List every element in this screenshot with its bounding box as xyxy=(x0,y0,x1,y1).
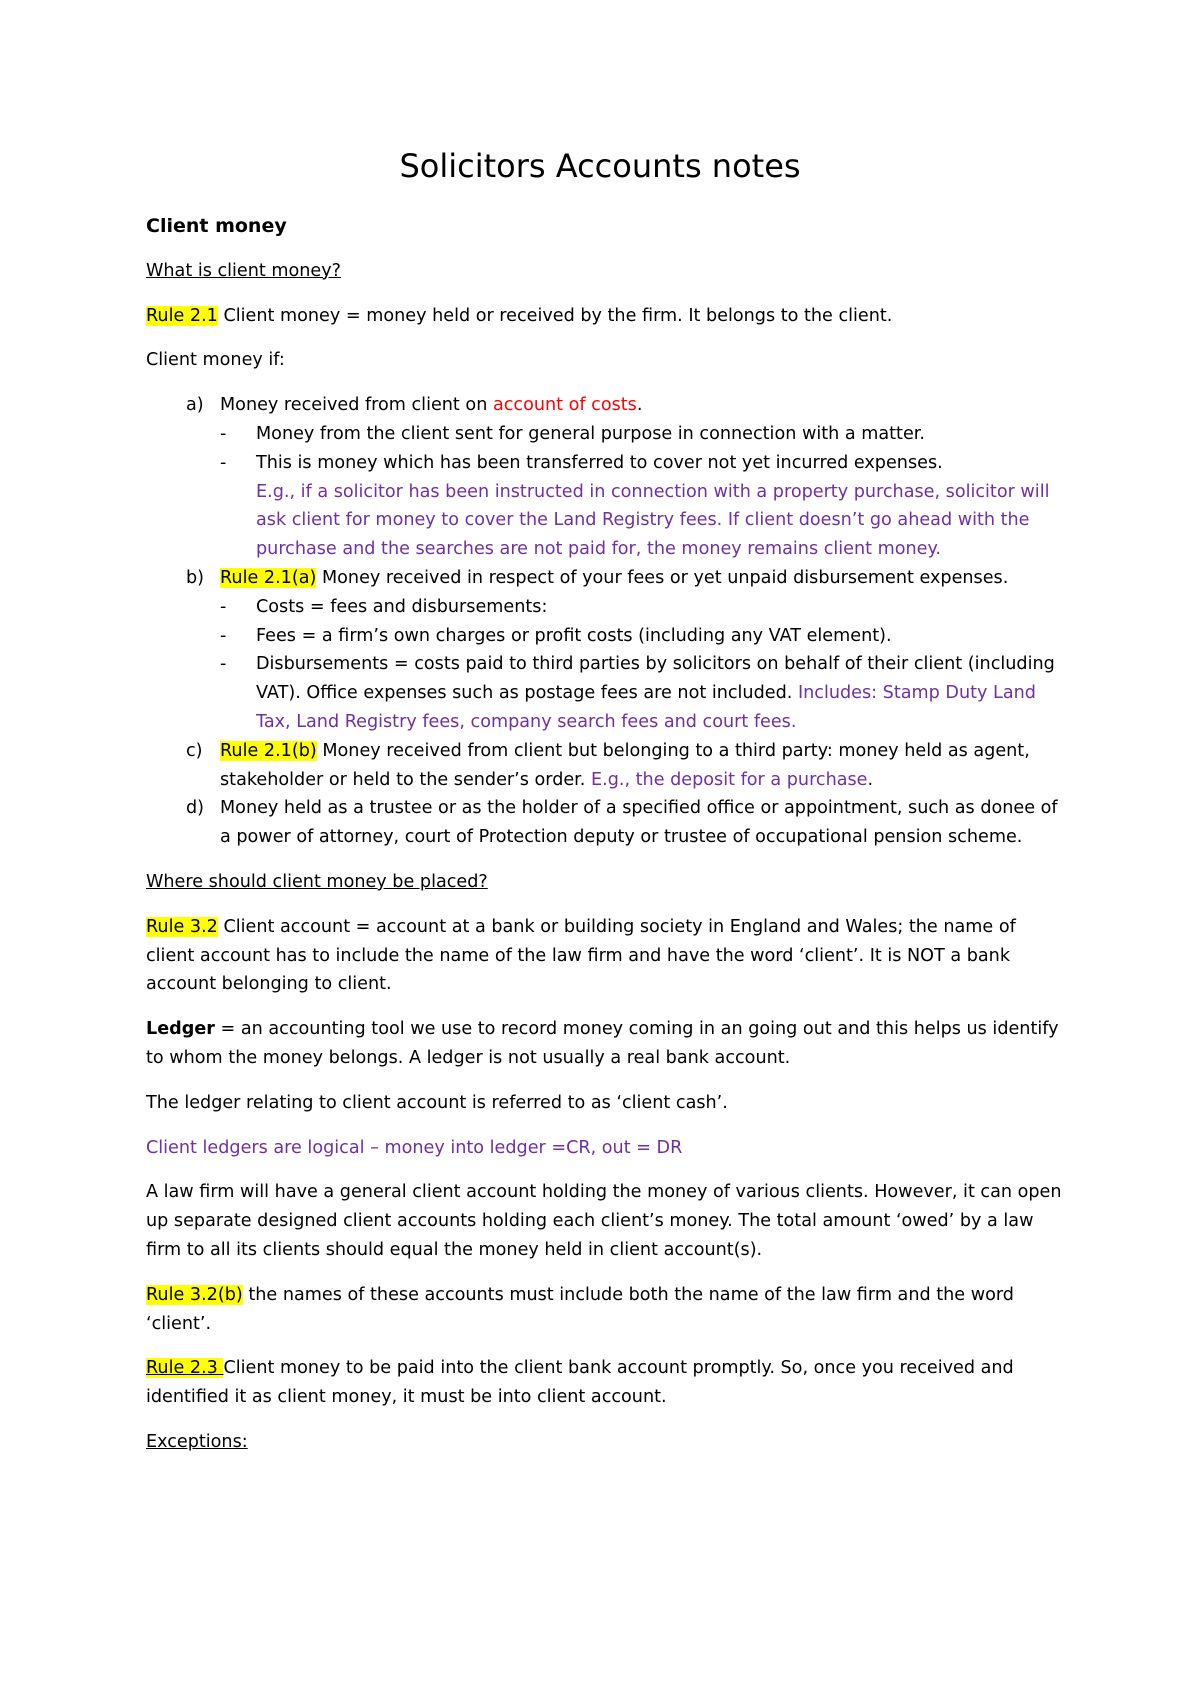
dash-marker: - xyxy=(220,423,227,444)
rule-2-1-paragraph xyxy=(146,302,1066,331)
paragraph-text: Client account = account at a bank or building society in England and Wales; the name of client account has to include the name of the law firm and have the word ‘client’. It is NOT a bank account belonging to client. xyxy=(146,916,1016,995)
exceptions-heading: Exceptions: xyxy=(146,1431,248,1452)
list-text: Money received in respect of your fees or yet unpaid disbursement expenses. xyxy=(316,567,1009,588)
paragraph-text: Client money to be paid into the client bank account promptly. So, once you received and identified it as client money, it must be into client account. xyxy=(146,1358,1014,1408)
rule-label: Rule 3.2(b) xyxy=(146,1284,243,1305)
dash-marker: - xyxy=(220,452,227,473)
example-text: E.g., the deposit for a purchase xyxy=(591,769,868,790)
rule-label: Rule 2.1(b) xyxy=(220,740,317,761)
client-ledgers-note: Client ledgers are logical – money into ledger =CR, out = DR xyxy=(146,1137,683,1158)
dash-marker: - xyxy=(220,654,227,675)
list-item-b xyxy=(146,564,1066,737)
rule-label: Rule 3.2 xyxy=(146,916,218,937)
section-heading: Client money xyxy=(146,215,287,237)
list-text: Money held as a trustee or as the holder of a specified office or appointment, such as donee of a power of attorney, court of Protection deputy or trustee of occupational pension scheme. xyxy=(220,798,1058,848)
paragraph-text: = an accounting tool we use to record money coming in an going out and this helps us identify to whom the money belongs. A ledger is not usually a real bank account. xyxy=(146,1019,1059,1068)
sub-list xyxy=(220,593,1066,737)
question-heading-placement: Where should client money be placed? xyxy=(146,871,488,892)
sub-list-item xyxy=(146,622,1066,651)
dash-marker: - xyxy=(220,596,227,617)
list-text: Money received from client on xyxy=(220,395,493,416)
question-heading-client-money: What is client money? xyxy=(146,260,342,281)
list-marker: c) xyxy=(186,740,203,761)
ledger-term: Ledger xyxy=(146,1019,215,1040)
sub-item-text: Fees = a firm’s own charges or profit costs (including any VAT element). xyxy=(256,625,892,646)
sub-item-text: This is money which has been transferred to cover not yet incurred expenses. xyxy=(256,452,943,473)
document-title: Solicitors Accounts notes xyxy=(399,147,801,185)
rule-3-2-paragraph xyxy=(146,913,1066,999)
sub-item-text: Disbursements = costs paid to third parties by solicitors on behalf of their client (including VAT). Office expenses such as postage fees are not included. xyxy=(256,654,1055,704)
rule-label: Rule 2.1 xyxy=(146,305,218,326)
client-money-if: Client money if: xyxy=(146,350,285,371)
list-text-end: . xyxy=(636,395,643,416)
list-text: Money received from client but belonging to a third party: money held as agent, stakeholder or held to the sender’s order. xyxy=(220,740,1030,790)
sub-list-item xyxy=(146,650,1066,736)
paragraph-text: the names of these accounts must include both the name of the law firm and the word ‘client’. xyxy=(146,1284,1014,1334)
client-cash-paragraph: The ledger relating to client account is referred to as ‘client cash’. xyxy=(146,1092,728,1113)
list-text-end: . xyxy=(867,769,874,790)
paragraph-text: Client money = money held or received by the firm. It belongs to the client. xyxy=(217,305,893,326)
rule-label: Rule 2.1(a) xyxy=(220,567,317,588)
list-item-c xyxy=(146,737,1066,795)
sub-list xyxy=(220,420,1066,564)
document-body xyxy=(146,212,1066,1473)
sub-list-item xyxy=(146,449,1066,564)
sub-item-text: Money from the client sent for general purpose in connection with a matter. xyxy=(256,423,925,444)
sub-list-item xyxy=(146,593,1066,622)
sub-list-item xyxy=(146,420,1066,449)
list-marker: b) xyxy=(186,567,205,588)
red-highlight-text: account of costs xyxy=(492,395,637,416)
includes-text: Includes: Stamp Duty Land Tax, Land Registry fees, company search fees and court fees. xyxy=(256,683,1036,732)
list-item-a xyxy=(146,391,1066,564)
dash-marker: - xyxy=(220,625,227,646)
sub-item-text: Costs = fees and disbursements: xyxy=(256,596,548,617)
client-money-list xyxy=(146,391,1066,852)
ledger-paragraph xyxy=(146,1015,1066,1073)
rule-label: Rule 2.3 xyxy=(146,1358,224,1379)
rule-3-2b-paragraph xyxy=(146,1281,1066,1339)
list-marker: d) xyxy=(186,798,205,819)
list-marker: a) xyxy=(186,395,204,416)
list-item-d xyxy=(146,794,1066,852)
rule-2-3-paragraph xyxy=(146,1354,1066,1412)
general-client-account-paragraph: A law firm will have a general client account holding the money of various clients. However, it can open up separate designed client accounts holding each client’s money. The total amount ‘owed’ by a law firm to all its clients should equal the money held in client account(s). xyxy=(146,1182,1062,1260)
example-text: E.g., if a solicitor has been instructed in connection with a property purchase, solicitor will ask client for money to cover the Land Registry fees. If client doesn’t go ahead with the purchase and the searches are not paid for, the money remains client money. xyxy=(256,481,1050,560)
